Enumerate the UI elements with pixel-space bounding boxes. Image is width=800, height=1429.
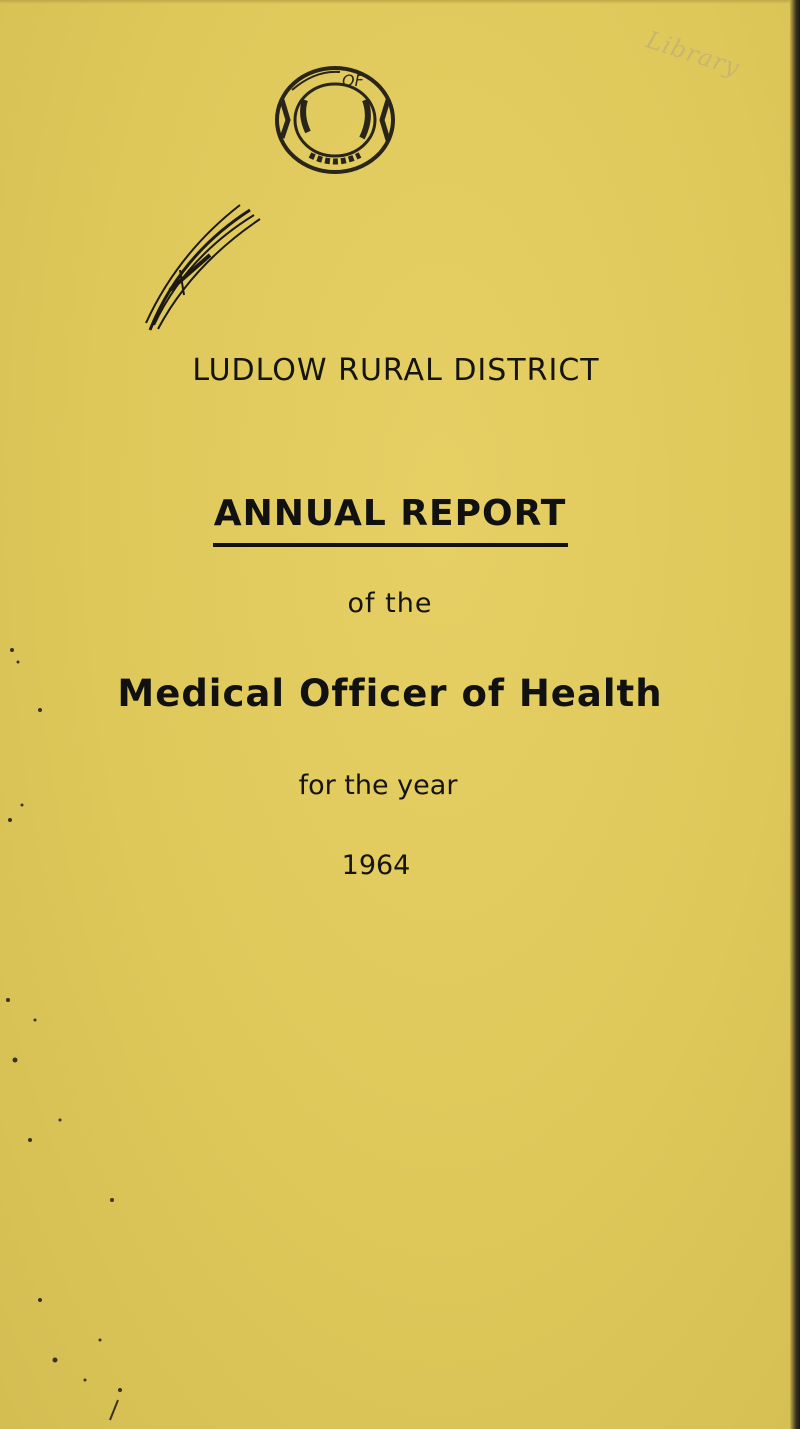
pen-stroke-mark-icon bbox=[140, 195, 270, 335]
right-edge-shadow bbox=[790, 0, 800, 1429]
district-seal-icon bbox=[270, 60, 400, 185]
report-year: 1964 bbox=[341, 850, 411, 881]
seal-text: OF bbox=[342, 71, 364, 90]
top-edge-shadow bbox=[0, 0, 800, 4]
title-underline bbox=[213, 543, 568, 547]
handwritten-library-note: Library bbox=[642, 25, 744, 83]
report-title: ANNUAL REPORT bbox=[213, 493, 567, 534]
district-name: LUDLOW RURAL DISTRICT bbox=[192, 353, 600, 388]
paper-wear-marks bbox=[0, 600, 220, 1429]
for-the-year-text: for the year bbox=[298, 770, 458, 801]
of-the-text: of the bbox=[347, 588, 433, 619]
officer-title: Medical Officer of Health bbox=[117, 672, 663, 715]
